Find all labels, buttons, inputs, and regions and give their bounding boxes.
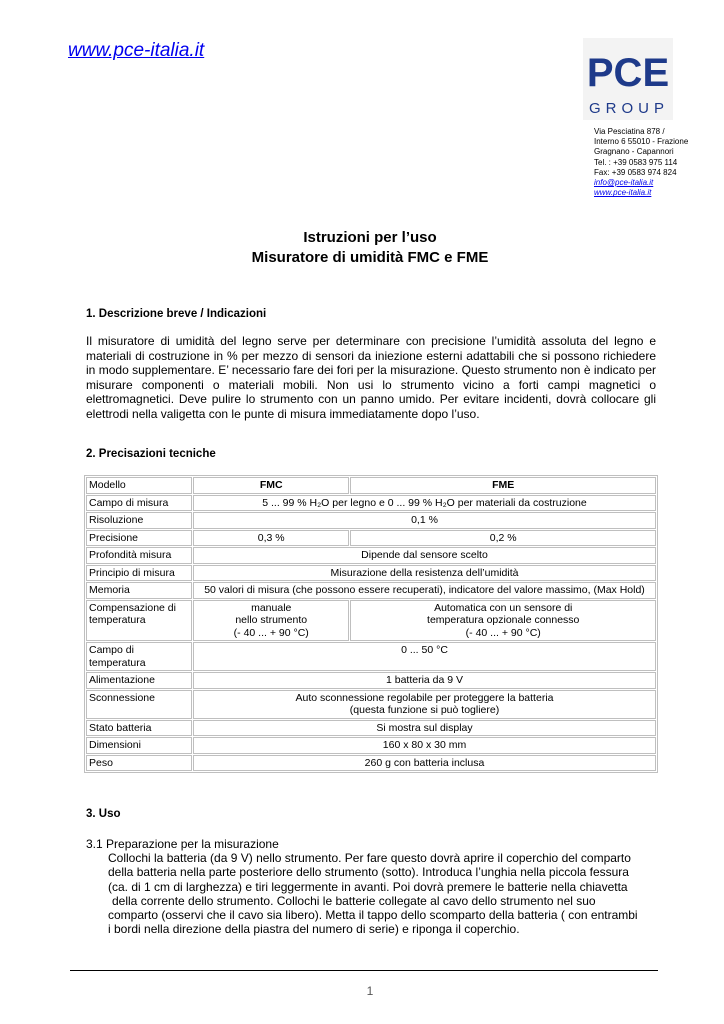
table-cell-label: Principio di misura bbox=[86, 565, 192, 582]
section3-line: della corrente dello strumento. Collochi le batterie collegate al cavo dello strumento nel suo bbox=[112, 893, 596, 908]
table-cell-value: 50 valori di misura (che possono essere recuperati), indicatore del valore massimo, (Max Hold) bbox=[193, 582, 656, 599]
table-cell-value: 0 ... 50 °C bbox=[193, 642, 656, 671]
table-cell-label: Profondità misura bbox=[86, 547, 192, 564]
table-row bbox=[86, 495, 656, 512]
table-cell-label: Alimentazione bbox=[86, 672, 192, 689]
table-cell-value: 0,1 % bbox=[193, 512, 656, 529]
table-cell-label: Sconnessione bbox=[86, 690, 192, 719]
table-cell-label: Peso bbox=[86, 755, 192, 772]
logo-subtext: GROUP bbox=[588, 100, 670, 117]
table-cell-value: 1 batteria da 9 V bbox=[193, 672, 656, 689]
website-link[interactable]: www.pce-italia.it bbox=[594, 188, 652, 198]
table-cell-label: Campo di temperatura bbox=[86, 642, 192, 671]
table-row bbox=[86, 642, 656, 671]
table-cell-value: 160 x 80 x 30 mm bbox=[193, 737, 656, 754]
address-line: Interno 6 55010 - Frazione bbox=[594, 137, 689, 147]
table-header-model: Modello bbox=[86, 477, 192, 494]
address-line: Tel. : +39 0583 975 114 bbox=[594, 157, 678, 167]
table-row bbox=[86, 737, 656, 754]
pce-group-logo bbox=[583, 38, 673, 120]
footer-divider bbox=[70, 970, 658, 971]
table-row bbox=[86, 582, 656, 599]
section2-heading: 2. Precisazioni tecniche bbox=[86, 448, 216, 460]
table-cell-value: 0,2 % bbox=[350, 530, 656, 547]
company-address bbox=[594, 127, 688, 198]
table-header-fmc: FMC bbox=[193, 477, 349, 494]
table-row bbox=[86, 565, 656, 582]
table-row bbox=[86, 530, 656, 547]
address-line: Fax: +39 0583 974 824 bbox=[594, 167, 677, 177]
address-line: Gragnano - Capannori bbox=[594, 147, 674, 157]
specs-table bbox=[84, 475, 658, 773]
table-cell-value: manuale nello strumento (- 40 ... + 90 °C) bbox=[193, 600, 349, 642]
table-row bbox=[86, 755, 656, 772]
table-cell-value: Dipende dal sensore scelto bbox=[193, 547, 656, 564]
table-row bbox=[86, 547, 656, 564]
table-row bbox=[86, 672, 656, 689]
page-number: 1 bbox=[366, 984, 374, 998]
table-row bbox=[86, 720, 656, 737]
table-cell-label: Dimensioni bbox=[86, 737, 192, 754]
table-cell-value: Si mostra sul display bbox=[193, 720, 656, 737]
table-cell-value: 260 g con batteria inclusa bbox=[193, 755, 656, 772]
section3-heading: 3. Uso bbox=[86, 808, 121, 820]
table-cell-value: Misurazione della resistenza dell’umidità bbox=[193, 565, 656, 582]
section3-line: comparto (osservi che il cavo sia libero). Metta il tappo dello scomparto della batteria ( con entrambi bbox=[108, 908, 638, 923]
table-row bbox=[86, 600, 656, 642]
table-header-fme: FME bbox=[350, 477, 656, 494]
section1-heading: 1. Descrizione breve / Indicazioni bbox=[86, 308, 267, 320]
table-cell-value: Auto sconnessione regolabile per proteggere la batteria (questa funzione si può togliere) bbox=[193, 690, 656, 719]
section3-line: (ca. di 1 cm di larghezza) e tiri leggermente in avanti. Poi dovrà premere le batterie nella chiavetta bbox=[108, 879, 628, 894]
table-cell-label: Stato batteria bbox=[86, 720, 192, 737]
table-cell-value: 0,3 % bbox=[193, 530, 349, 547]
table-cell-label: Compensazione di temperatura bbox=[86, 600, 192, 642]
email-link[interactable]: info@pce-italia.it bbox=[594, 178, 654, 188]
document-title-line1: Istruzioni per l’uso bbox=[303, 229, 437, 246]
logo-text: PCE bbox=[586, 51, 670, 95]
section3-line: della batteria nella parte posteriore dello strumento (sotto). Introduca l’unghia nella piccola fessura bbox=[108, 865, 629, 880]
section3-subheading: 3.1 Preparazione per la misurazione bbox=[86, 837, 279, 851]
table-header-row bbox=[86, 477, 656, 494]
section1-text: Il misuratore di umidità del legno serve per determinare con precisione l’umidità assoluta del legno e materiali di costruzione in % per mezzo di sensori da iniezione esterni adattabili che si possono richiedere in modo supplementare. E’ necessario fare dei fori per la misurazione. Questo strumento non è indicato per misurare componenti o materiali mobili. Non usi lo strumento vicino a forti campi magnetici o elettromagnetici. Deve pulire lo strumento con un panno umido. Per evitare incidenti, dovrà collocare gli elettrodi nella valigetta con le punte di misura immediatamente dopo l’uso. bbox=[86, 334, 656, 421]
table-cell-label: Campo di misura bbox=[86, 495, 192, 512]
table-cell-label: Memoria bbox=[86, 582, 192, 599]
section3-line: Collochi la batteria (da 9 V) nello strumento. Per fare questo dovrà aprire il coperchio del comparto bbox=[108, 851, 631, 866]
specs-table-body bbox=[86, 495, 656, 772]
header-url[interactable]: www.pce-italia.it bbox=[68, 40, 205, 61]
section3-line: i bordi nella direzione della piastra del numero di serie) e riponga il coperchio. bbox=[108, 922, 520, 937]
table-cell-label: Precisione bbox=[86, 530, 192, 547]
address-line: Via Pesciatina 878 / bbox=[594, 127, 665, 136]
table-cell-value: 5 ... 99 % H₂O per legno e 0 ... 99 % H₂O per materiali da costruzione bbox=[193, 495, 656, 512]
table-cell-value: Automatica con un sensore di temperatura opzionale connesso (- 40 ... + 90 °C) bbox=[350, 600, 656, 642]
table-row bbox=[86, 512, 656, 529]
table-row bbox=[86, 690, 656, 719]
table-cell-label: Risoluzione bbox=[86, 512, 192, 529]
section3-body bbox=[86, 837, 656, 936]
document-title-line2: Misuratore di umidità FMC e FME bbox=[251, 249, 489, 266]
